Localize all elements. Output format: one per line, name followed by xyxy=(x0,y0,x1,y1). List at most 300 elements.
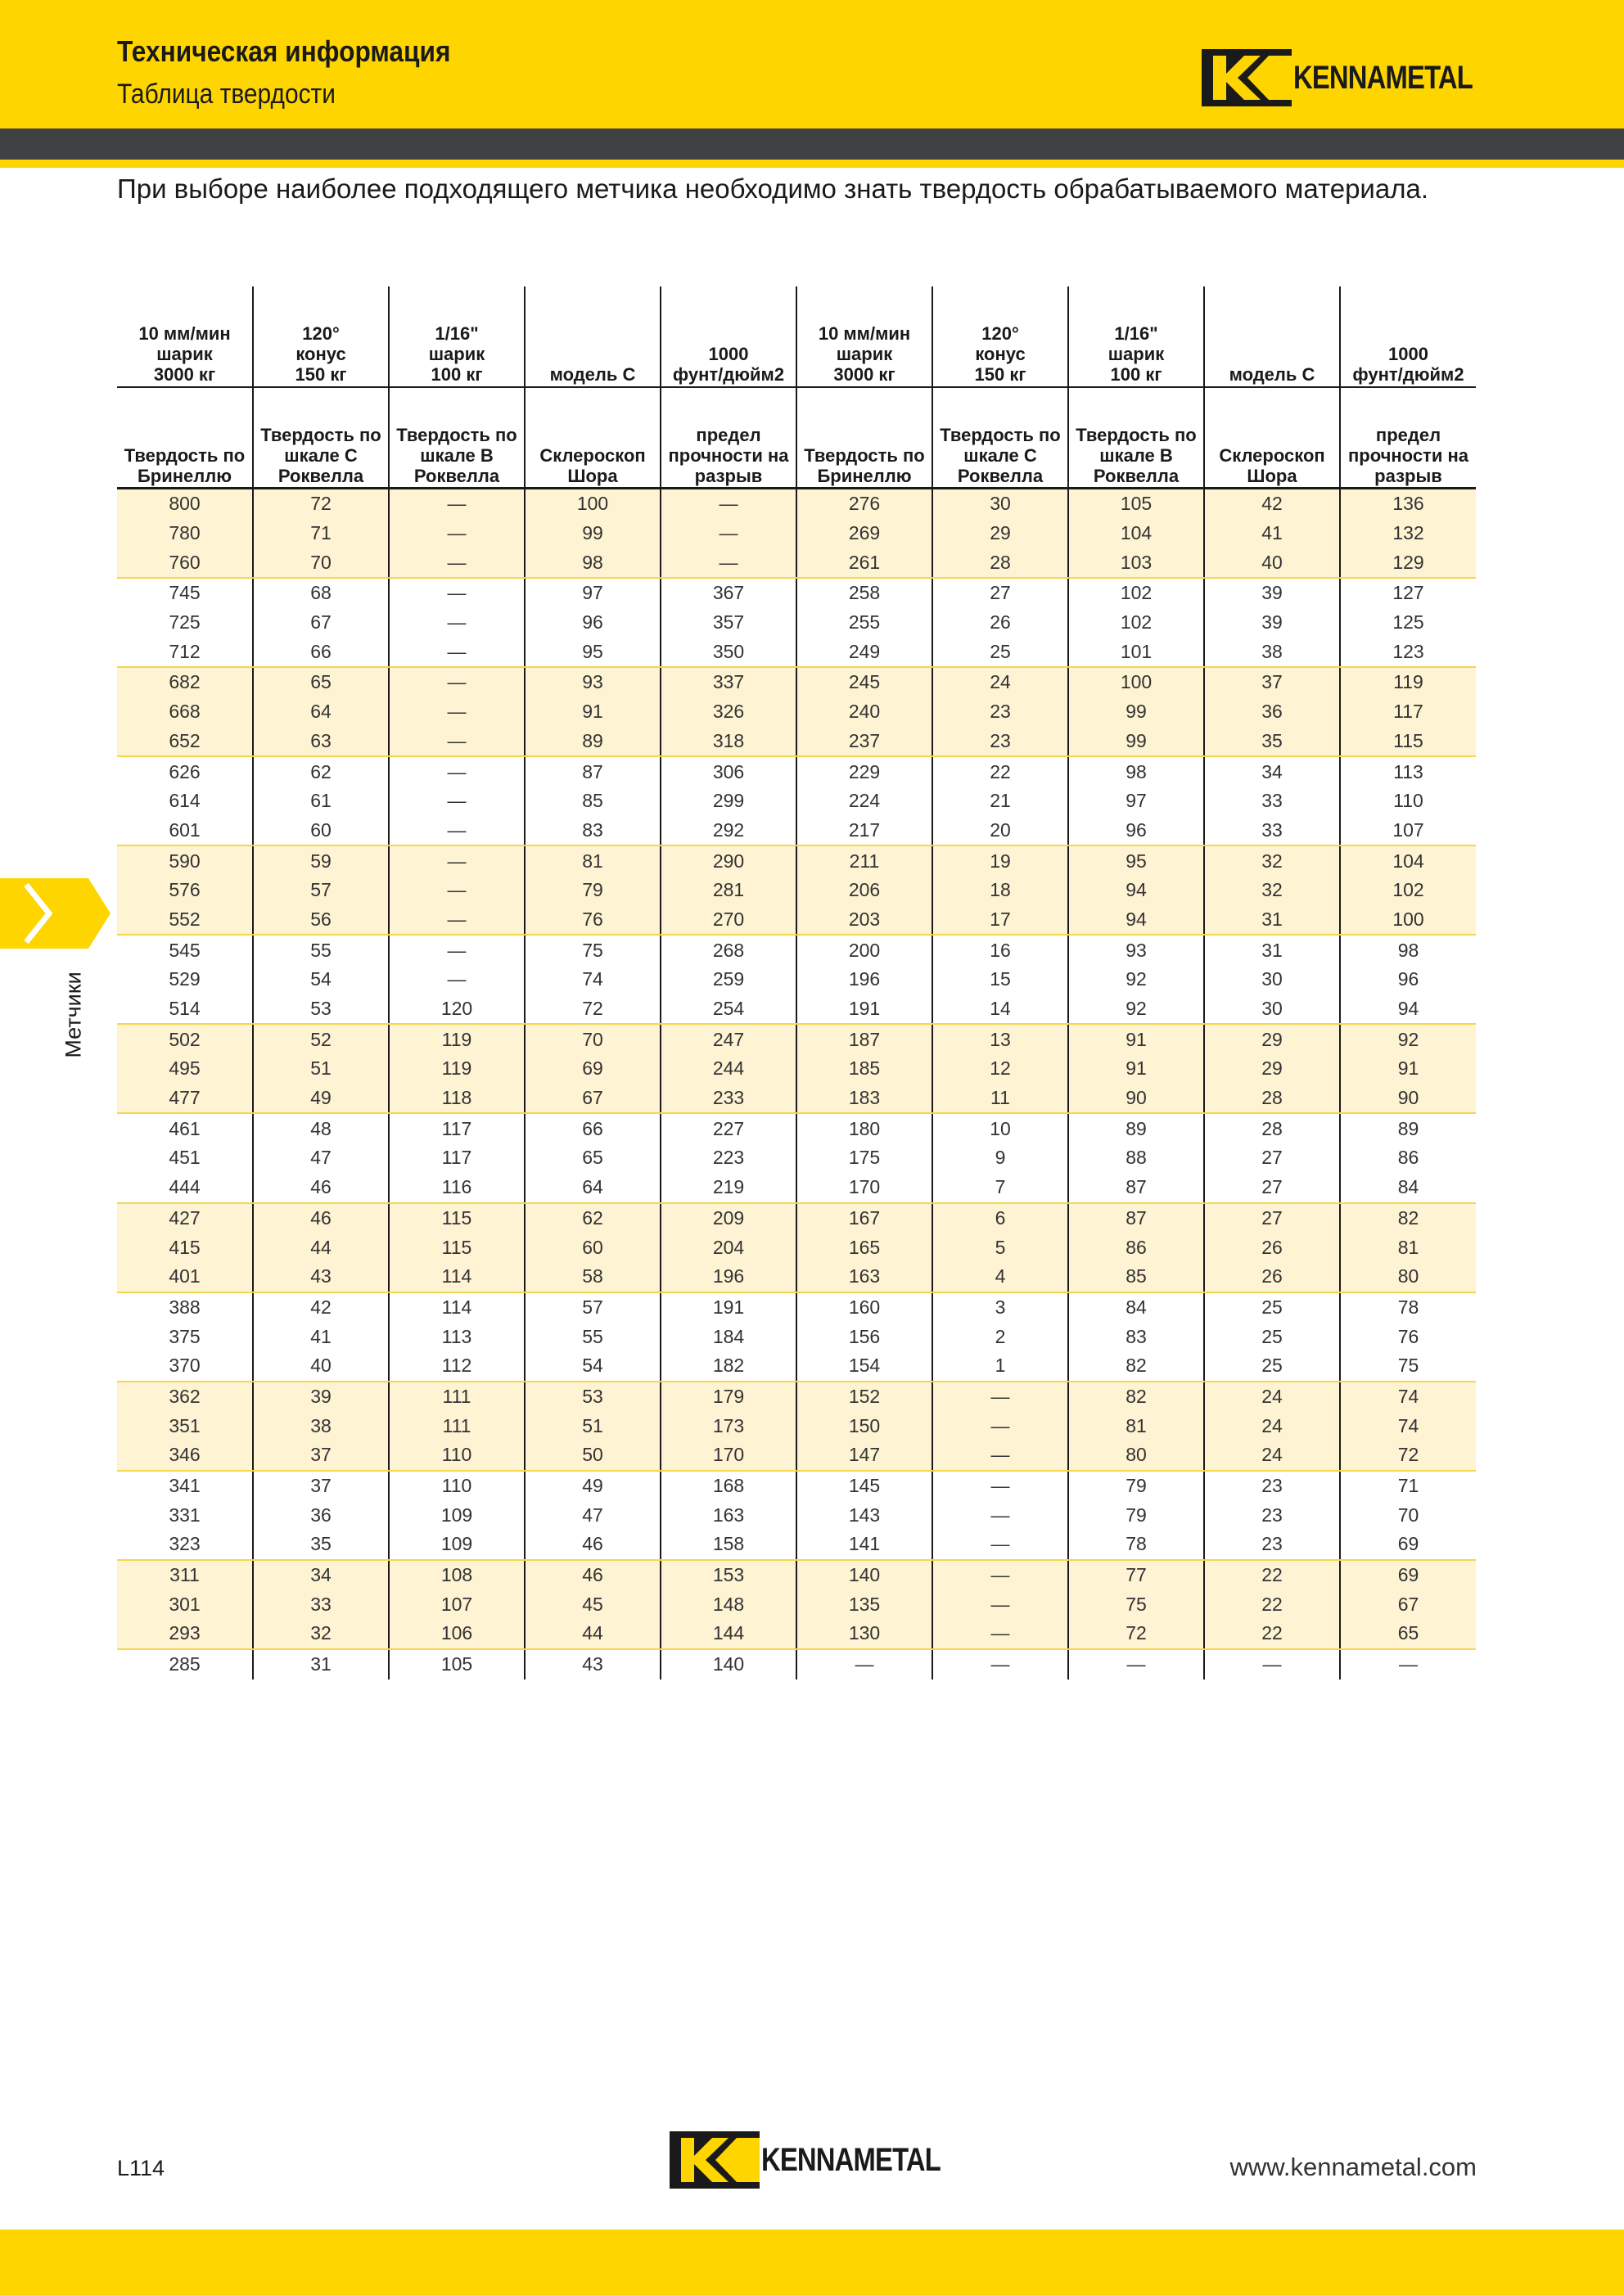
table-cell: 115 xyxy=(389,1203,525,1233)
doc-title: Техническая информация xyxy=(117,34,451,68)
table-cell: 60 xyxy=(525,1233,661,1262)
table-cell: — xyxy=(389,697,525,727)
table-cell: 91 xyxy=(1068,1054,1204,1084)
table-cell: 326 xyxy=(661,697,796,727)
table-cell: 89 xyxy=(1340,1113,1476,1143)
table-cell: — xyxy=(932,1382,1068,1412)
table-cell: 362 xyxy=(117,1382,253,1412)
table-cell: 63 xyxy=(253,727,389,757)
table-cell: 30 xyxy=(932,489,1068,519)
table-cell: 614 xyxy=(169,790,201,812)
table-cell: 163 xyxy=(661,1500,796,1530)
table-cell: 255 xyxy=(796,608,932,638)
table-cell: — xyxy=(932,1649,1068,1680)
table-cell: 89 xyxy=(525,727,661,757)
table-cell: 182 xyxy=(661,1351,796,1382)
column-header: 120° конус 150 кг xyxy=(932,286,1068,387)
column-header: Твердость по Бринеллю xyxy=(796,387,932,489)
intro-text: При выборе наиболее подходящего метчика необходимо знать твердость обрабатываемого материала. xyxy=(117,174,1428,204)
table-cell: 94 xyxy=(1340,994,1476,1025)
table-row xyxy=(117,637,1476,667)
table-cell: 27 xyxy=(1204,1143,1340,1173)
table-cell: 22 xyxy=(1204,1619,1340,1649)
column-header: 1000 фунт/дюйм2 xyxy=(661,286,796,387)
table-cell: 38 xyxy=(1204,637,1340,667)
table-cell: 682 xyxy=(117,667,253,697)
table-cell: 30 xyxy=(1204,965,1340,994)
doc-subtitle: Таблица твердости xyxy=(117,79,336,110)
table-cell: 135 xyxy=(796,1589,932,1619)
kennametal-k-icon xyxy=(670,2131,760,2189)
table-cell: 237 xyxy=(796,727,932,757)
table-cell: 96 xyxy=(1340,965,1476,994)
table-cell: 72 xyxy=(253,489,389,519)
table-cell: 90 xyxy=(1068,1084,1204,1114)
table-cell: 20 xyxy=(932,816,1068,846)
table-cell: 147 xyxy=(796,1441,932,1471)
table-cell: 26 xyxy=(932,608,1068,638)
table-cell: 57 xyxy=(253,876,389,905)
table-cell: 65 xyxy=(525,1143,661,1173)
table-cell: 98 xyxy=(1068,756,1204,787)
table-cell: 10 xyxy=(932,1113,1068,1143)
table-cell: 46 xyxy=(525,1560,661,1590)
table-cell: 140 xyxy=(661,1649,796,1680)
table-cell: 247 xyxy=(661,1024,796,1054)
table-cell: 34 xyxy=(253,1560,389,1590)
table-cell: 49 xyxy=(253,1084,389,1114)
column-header: Твердость по Бринеллю xyxy=(117,387,253,489)
table-cell: 427 xyxy=(117,1203,253,1233)
column-header: 10 мм/мин шарик 3000 кг xyxy=(796,286,932,387)
column-header: Склероскоп Шора xyxy=(525,387,661,489)
table-cell: 102 xyxy=(1068,608,1204,638)
table-cell: 61 xyxy=(253,787,389,816)
table-cell: 311 xyxy=(117,1560,253,1590)
table-cell: 140 xyxy=(796,1560,932,1590)
table-row xyxy=(117,816,1476,846)
table-cell: 42 xyxy=(253,1292,389,1323)
table-row xyxy=(117,697,1476,727)
table-cell: 780 xyxy=(117,519,253,548)
table-cell: 82 xyxy=(1068,1382,1204,1412)
table-cell: 23 xyxy=(1204,1500,1340,1530)
table-cell: 31 xyxy=(1204,905,1340,936)
logo-wordmark: KENNAMETAL xyxy=(1293,59,1473,96)
table-cell: — xyxy=(389,787,525,816)
table-cell: 105 xyxy=(389,1649,525,1680)
table-cell: — xyxy=(932,1471,1068,1501)
table-cell: — xyxy=(389,905,525,936)
table-cell: 32 xyxy=(1204,845,1340,876)
table-cell: 451 xyxy=(169,1147,201,1169)
table-cell: 85 xyxy=(1068,1262,1204,1292)
table-cell: 123 xyxy=(1340,637,1476,667)
column-header: Твердость по шкале B Роквелла xyxy=(1068,387,1204,489)
table-cell: 96 xyxy=(1068,816,1204,846)
table-cell: — xyxy=(1340,1649,1476,1680)
table-cell: 91 xyxy=(525,697,661,727)
table-cell: 341 xyxy=(169,1475,201,1497)
table-cell: 55 xyxy=(525,1322,661,1351)
table-cell: 233 xyxy=(661,1084,796,1114)
table-cell: 111 xyxy=(389,1411,525,1441)
table-cell: 170 xyxy=(661,1441,796,1471)
table-cell: 217 xyxy=(796,816,932,846)
table-cell: 23 xyxy=(932,697,1068,727)
table-cell: 75 xyxy=(525,935,661,965)
table-cell: 350 xyxy=(661,637,796,667)
table-cell: — xyxy=(389,578,525,608)
table-cell: 100 xyxy=(1068,667,1204,697)
table-cell: 290 xyxy=(661,845,796,876)
table-cell: 170 xyxy=(796,1173,932,1203)
table-cell: 30 xyxy=(1204,994,1340,1025)
table-cell: 66 xyxy=(253,637,389,667)
table-cell: 24 xyxy=(1204,1411,1340,1441)
table-cell: 760 xyxy=(117,548,253,578)
table-cell: 28 xyxy=(932,548,1068,578)
table-cell: 35 xyxy=(1204,727,1340,757)
table-cell: — xyxy=(661,489,796,519)
table-cell: 187 xyxy=(796,1024,932,1054)
table-cell: 49 xyxy=(525,1471,661,1501)
table-row xyxy=(117,1530,1476,1560)
header-yellow-strip xyxy=(0,160,1624,168)
table-cell: 79 xyxy=(1068,1500,1204,1530)
table-cell: 37 xyxy=(253,1471,389,1501)
table-cell: 109 xyxy=(389,1500,525,1530)
column-header: 120° конус 150 кг xyxy=(253,286,389,387)
table-cell: 244 xyxy=(661,1054,796,1084)
table-row xyxy=(117,1143,1476,1173)
table-cell: 56 xyxy=(253,905,389,936)
table-cell: 106 xyxy=(389,1619,525,1649)
table-cell: 88 xyxy=(1068,1143,1204,1173)
table-row xyxy=(117,1024,1476,1054)
table-row xyxy=(117,1203,1476,1233)
table-cell: — xyxy=(932,1589,1068,1619)
table-cell: 37 xyxy=(253,1441,389,1471)
table-cell: 69 xyxy=(1340,1530,1476,1560)
table-cell: 150 xyxy=(796,1411,932,1441)
table-cell: 74 xyxy=(1340,1382,1476,1412)
table-cell: — xyxy=(932,1560,1068,1590)
table-cell: 46 xyxy=(253,1203,389,1233)
table-cell: 53 xyxy=(253,994,389,1025)
table-cell: 100 xyxy=(1340,905,1476,936)
table-row xyxy=(117,578,1476,608)
table-cell: 495 xyxy=(117,1054,253,1084)
column-header: предел прочности на разрыв xyxy=(661,387,796,489)
table-cell: — xyxy=(389,667,525,697)
table-cell: 18 xyxy=(932,876,1068,905)
table-cell: 40 xyxy=(253,1351,389,1382)
table-cell: 113 xyxy=(1340,756,1476,787)
table-cell: 143 xyxy=(796,1500,932,1530)
table-cell: 23 xyxy=(1204,1530,1340,1560)
table-row xyxy=(117,756,1476,787)
table-row xyxy=(117,1411,1476,1441)
table-row xyxy=(117,1054,1476,1084)
table-cell: 191 xyxy=(661,1292,796,1323)
table-cell: 259 xyxy=(661,965,796,994)
table-row xyxy=(117,727,1476,757)
table-cell: 5 xyxy=(932,1233,1068,1262)
table-cell: 6 xyxy=(932,1203,1068,1233)
website-link[interactable]: www.kennametal.com xyxy=(1229,2153,1477,2181)
table-cell: 62 xyxy=(253,756,389,787)
table-cell: 80 xyxy=(1340,1262,1476,1292)
table-row xyxy=(117,667,1476,697)
table-cell: 191 xyxy=(796,994,932,1025)
table-row xyxy=(117,1262,1476,1292)
table-cell: 144 xyxy=(661,1619,796,1649)
table-row xyxy=(117,787,1476,816)
table-cell: — xyxy=(932,1530,1068,1560)
table-cell: — xyxy=(389,965,525,994)
table-row xyxy=(117,548,1476,578)
table-cell: 28 xyxy=(1204,1084,1340,1114)
table-cell: 29 xyxy=(1204,1024,1340,1054)
column-header: Твердость по шкале C Роквелла xyxy=(932,387,1068,489)
table-cell: 42 xyxy=(1204,489,1340,519)
table-row xyxy=(117,1382,1476,1412)
table-cell: 22 xyxy=(932,756,1068,787)
table-cell: 2 xyxy=(932,1322,1068,1351)
table-cell: 800 xyxy=(117,489,253,519)
table-cell: 99 xyxy=(1068,727,1204,757)
table-cell: 113 xyxy=(389,1322,525,1351)
table-cell: 103 xyxy=(1068,548,1204,578)
table-cell: 57 xyxy=(525,1292,661,1323)
table-cell: 285 xyxy=(169,1653,201,1675)
table-cell: 27 xyxy=(1204,1173,1340,1203)
table-cell: 74 xyxy=(1340,1411,1476,1441)
table-cell: 502 xyxy=(117,1024,253,1054)
table-cell: — xyxy=(661,548,796,578)
table-cell: 132 xyxy=(1340,519,1476,548)
kennametal-logo xyxy=(1202,49,1512,106)
table-cell: 301 xyxy=(117,1589,253,1619)
table-cell: 115 xyxy=(1340,727,1476,757)
table-cell: 16 xyxy=(932,935,1068,965)
table-cell: 276 xyxy=(796,489,932,519)
table-cell: 74 xyxy=(525,965,661,994)
table-cell: 167 xyxy=(796,1203,932,1233)
table-cell: 269 xyxy=(796,519,932,548)
table-cell: 40 xyxy=(1204,548,1340,578)
table-cell: 75 xyxy=(1340,1351,1476,1382)
table-cell: — xyxy=(389,935,525,965)
table-cell: 21 xyxy=(932,787,1068,816)
table-cell: — xyxy=(796,1649,932,1680)
table-cell: 28 xyxy=(1204,1113,1340,1143)
table-cell: 68 xyxy=(253,578,389,608)
table-cell: 401 xyxy=(117,1262,253,1292)
table-cell: 111 xyxy=(389,1382,525,1412)
table-cell: 101 xyxy=(1068,637,1204,667)
table-cell: 71 xyxy=(253,519,389,548)
table-cell: 652 xyxy=(117,727,253,757)
table-cell: 70 xyxy=(253,548,389,578)
table-cell: 99 xyxy=(1068,697,1204,727)
table-cell: 107 xyxy=(389,1589,525,1619)
table-row xyxy=(117,1619,1476,1649)
table-cell: 31 xyxy=(253,1649,389,1680)
table-cell: 209 xyxy=(661,1203,796,1233)
table-cell: 60 xyxy=(253,816,389,846)
table-cell: 82 xyxy=(1340,1203,1476,1233)
table-cell: 32 xyxy=(1204,876,1340,905)
table-cell: 168 xyxy=(661,1471,796,1501)
table-cell: 87 xyxy=(525,756,661,787)
table-cell: 34 xyxy=(1204,756,1340,787)
table-cell: 72 xyxy=(1340,1441,1476,1471)
table-cell: 152 xyxy=(796,1382,932,1412)
table-cell: 184 xyxy=(661,1322,796,1351)
table-cell: 33 xyxy=(1204,816,1340,846)
table-cell: 203 xyxy=(796,905,932,936)
table-cell: 23 xyxy=(932,727,1068,757)
table-cell: 25 xyxy=(1204,1322,1340,1351)
table-row xyxy=(117,1084,1476,1114)
table-cell: 25 xyxy=(1204,1292,1340,1323)
table-row xyxy=(117,489,1476,519)
column-header: Твердость по шкале B Роквелла xyxy=(389,387,525,489)
table-cell: 23 xyxy=(1204,1471,1340,1501)
table-cell: 93 xyxy=(1068,935,1204,965)
table-cell: 97 xyxy=(525,578,661,608)
table-cell: 66 xyxy=(525,1113,661,1143)
table-row xyxy=(117,965,1476,994)
table-cell: 108 xyxy=(389,1560,525,1590)
table-row xyxy=(117,845,1476,876)
table-body xyxy=(117,489,1476,1680)
table-cell: 331 xyxy=(169,1504,201,1526)
table-cell: 82 xyxy=(1068,1351,1204,1382)
table-cell: 712 xyxy=(117,637,253,667)
table-cell: 668 xyxy=(117,697,253,727)
table-cell: 117 xyxy=(389,1113,525,1143)
table-cell: 91 xyxy=(1068,1024,1204,1054)
section-tab-label: Метчики xyxy=(61,972,86,1058)
table-cell: 224 xyxy=(796,787,932,816)
header-row-units xyxy=(117,286,1476,387)
table-cell: 17 xyxy=(932,905,1068,936)
table-cell: 529 xyxy=(169,968,201,990)
table-cell: 306 xyxy=(661,756,796,787)
table-cell: 47 xyxy=(525,1500,661,1530)
table-cell: 100 xyxy=(525,489,661,519)
table-cell: 388 xyxy=(169,1296,201,1318)
table-cell: 261 xyxy=(796,548,932,578)
table-cell: 25 xyxy=(932,637,1068,667)
table-cell: — xyxy=(932,1500,1068,1530)
table-cell: 601 xyxy=(117,816,253,846)
table-cell: 96 xyxy=(525,608,661,638)
table-cell: 54 xyxy=(253,965,389,994)
table-row xyxy=(117,1351,1476,1382)
table-cell: 110 xyxy=(389,1471,525,1501)
table-cell: 461 xyxy=(169,1117,201,1139)
table-cell: 15 xyxy=(932,965,1068,994)
table-cell: 270 xyxy=(661,905,796,936)
table-cell: 83 xyxy=(1068,1322,1204,1351)
table-cell: 70 xyxy=(1340,1500,1476,1530)
table-cell: 39 xyxy=(1204,578,1340,608)
table-cell: 227 xyxy=(661,1113,796,1143)
table-cell: — xyxy=(389,816,525,846)
table-cell: 299 xyxy=(661,787,796,816)
table-cell: 185 xyxy=(796,1054,932,1084)
table-cell: 14 xyxy=(932,994,1068,1025)
table-cell: 47 xyxy=(253,1143,389,1173)
table-cell: — xyxy=(932,1441,1068,1471)
table-row xyxy=(117,1441,1476,1471)
table-cell: 76 xyxy=(1340,1322,1476,1351)
table-cell: 130 xyxy=(796,1619,932,1649)
table-cell: 94 xyxy=(1068,876,1204,905)
table-cell: 115 xyxy=(389,1233,525,1262)
table-cell: 41 xyxy=(253,1322,389,1351)
table-cell: 444 xyxy=(117,1173,253,1203)
table-row xyxy=(117,1560,1476,1590)
table-cell: 158 xyxy=(661,1530,796,1560)
table-cell: 119 xyxy=(1340,667,1476,697)
table-cell: 119 xyxy=(389,1024,525,1054)
table-cell: 72 xyxy=(525,994,661,1025)
table-cell: 323 xyxy=(117,1530,253,1560)
table-cell: 37 xyxy=(1204,667,1340,697)
table-cell: 27 xyxy=(932,578,1068,608)
table-cell: 240 xyxy=(796,697,932,727)
table-cell: 109 xyxy=(389,1530,525,1560)
table-cell: 51 xyxy=(253,1054,389,1084)
table-cell: 41 xyxy=(1204,519,1340,548)
table-cell: 211 xyxy=(796,845,932,876)
table-cell: 117 xyxy=(389,1143,525,1173)
column-header: 10 мм/мин шарик 3000 кг xyxy=(117,286,253,387)
table-cell: 120 xyxy=(389,994,525,1025)
table-row xyxy=(117,876,1476,905)
table-cell: 13 xyxy=(932,1024,1068,1054)
table-cell: 156 xyxy=(796,1322,932,1351)
table-cell: 105 xyxy=(1068,489,1204,519)
table-cell: 127 xyxy=(1340,578,1476,608)
table-cell: 52 xyxy=(253,1024,389,1054)
table-cell: 415 xyxy=(117,1233,253,1262)
table-cell: 357 xyxy=(661,608,796,638)
table-cell: 92 xyxy=(1068,965,1204,994)
table-cell: 90 xyxy=(1340,1084,1476,1114)
table-cell: 65 xyxy=(1340,1619,1476,1649)
table-cell: 119 xyxy=(389,1054,525,1084)
table-cell: 626 xyxy=(169,760,201,782)
table-cell: 26 xyxy=(1204,1262,1340,1292)
column-header: 1/16" шарик 100 кг xyxy=(1068,286,1204,387)
table-cell: — xyxy=(389,489,525,519)
table-cell: — xyxy=(389,637,525,667)
table-cell: 117 xyxy=(1340,697,1476,727)
table-cell: 254 xyxy=(661,994,796,1025)
table-cell: 36 xyxy=(1204,697,1340,727)
table-cell: 590 xyxy=(117,845,253,876)
table-cell: 39 xyxy=(253,1382,389,1412)
table-cell: 51 xyxy=(525,1411,661,1441)
table-cell: 153 xyxy=(661,1560,796,1590)
table-cell: 104 xyxy=(1340,845,1476,876)
